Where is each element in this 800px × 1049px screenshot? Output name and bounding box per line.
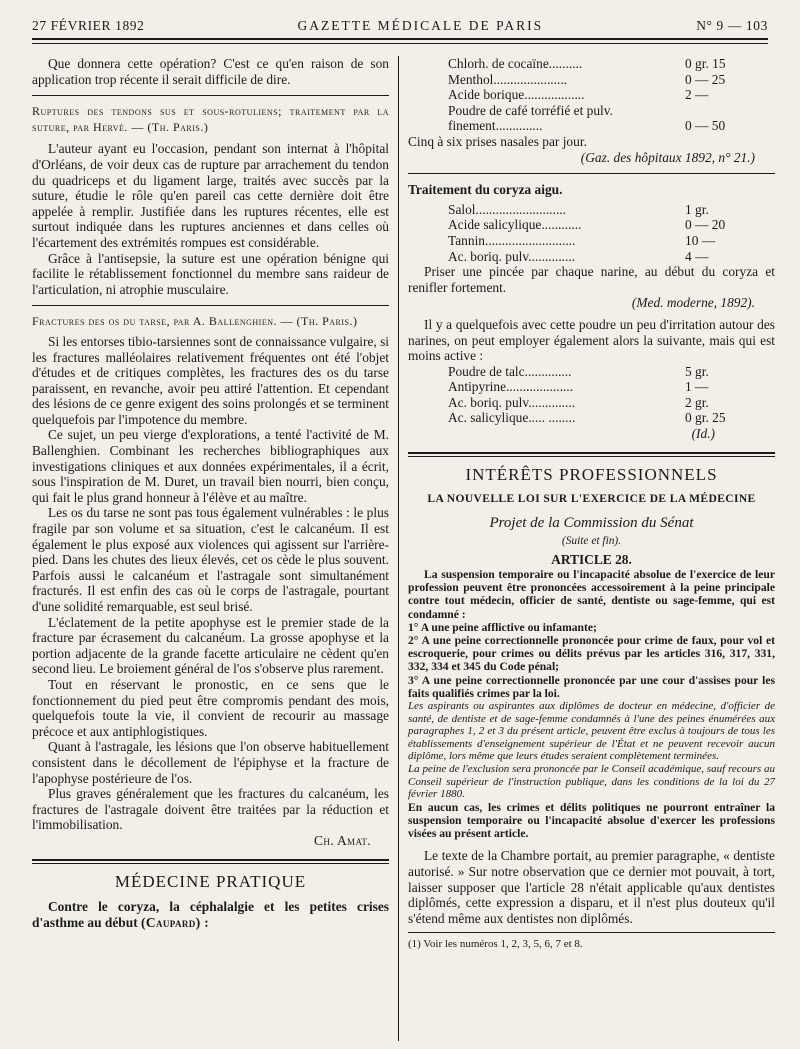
recipe-quantity: 2 — xyxy=(685,87,709,103)
footnote: (1) Voir les numéros 1, 2, 3, 5, 6, 7 et 8. xyxy=(408,938,583,951)
header-issue: N° 9 — 103 xyxy=(696,18,768,33)
law-paragraph: La suspension temporaire ou l'incapacité absolue de l'exercice de leur profession peuvent être prononcées accessoirement à la peine principale contre tout médecin, officier de santé, dentiste ou sage-femme, qui est condamné : xyxy=(408,568,775,621)
article-number: ARTICLE 28. xyxy=(551,552,632,568)
article-heading-fractures xyxy=(32,314,389,330)
recipe-row xyxy=(408,72,775,88)
recipe-source: (Med. moderne, 1892). xyxy=(631,295,755,311)
recipe-quantity: 0 — 25 xyxy=(685,71,726,87)
recipe-quantity: 0 — 20 xyxy=(685,217,726,233)
recipe-row xyxy=(408,87,775,103)
recipe-row xyxy=(408,395,775,411)
paragraph: Grâce à l'antisepsie, la suture est une opération bénigne qui facilite le rétablissement fonctionnel du membre sans raideur de l'articulation, ni atrophie musculaire. xyxy=(32,250,389,297)
recipe-ingredient: Chlorh. de cocaïne.......... xyxy=(448,56,583,71)
section-rule xyxy=(32,859,389,864)
right-column xyxy=(408,56,775,953)
article-author: , par A. Ballenghien. — (Th. Paris.) xyxy=(166,314,358,329)
subsection-heading xyxy=(32,899,389,930)
recipe-ingredient: Acide borique.................. xyxy=(448,87,585,103)
recipe-row xyxy=(408,118,775,134)
separator xyxy=(408,173,775,174)
recipe-row xyxy=(408,103,775,119)
law-paragraph: 3° A une peine correctionnelle prononcée par une cour d'assises pour les faits qualifiés crimes par la loi. xyxy=(408,673,775,700)
recipe-note: Priser une pincée par chaque narine, au début du coryza et renifler fortement. xyxy=(408,264,775,295)
article-title: Ruptures des tendons sus et sous-rotuliens; traitement par la suture xyxy=(32,104,389,134)
recipe-ingredient: Ac. salicylique..... ........ xyxy=(448,410,576,426)
header-title: GAZETTE MÉDICALE DE PARIS xyxy=(297,18,544,33)
header-rule-thick xyxy=(32,38,768,40)
recipe-source: (Gaz. des hôpitaux 1892, n° 21.) xyxy=(580,149,755,165)
recipe-ingredient: Ac. boriq. pulv.............. xyxy=(448,394,576,410)
column-divider xyxy=(398,56,399,1041)
footnote-rule xyxy=(408,932,775,933)
article-title: Fractures des os du tarse xyxy=(32,314,167,329)
recipe-table-2 xyxy=(408,202,775,264)
recipe-quantity: 1 — xyxy=(685,379,709,395)
recipe-row xyxy=(408,233,775,249)
paragraph: Si les entorses tibio-tarsiennes sont de connaissance vulgaire, si les fractures malléolaires relativement fréquentes ont été l'objet d'études et de critiques complètes, les fractures des os du tarse paraissent, en revanche, avoir peu attiré l'attention. Et cependant des lésions de ce genre exigent des soins prolongés et se terminent quelquefois par l'impotence du membre. xyxy=(32,333,390,427)
recipe-row xyxy=(408,202,775,218)
subsection-author: (Caupard) : xyxy=(141,914,210,930)
recipe-quantity: 2 gr. xyxy=(685,394,709,410)
recipe-note: Cinq à six prises nasales par jour. xyxy=(408,133,587,149)
paragraph: L'auteur ayant eu l'occasion, pendant son internat à l'hôpital d'Orléans, de voir deux cas de rupture par arrachement du tendon du quadriceps et du ligament large, traités avec succès par la suture, étudie le rôle qu'en pareil cas cette dernière doit être appelée à remplir. Justifiée dans les ruptures récentes, elle est surtout indiquée dans les ruptures anciennes et dans celles où l'écartement des extrémités rompues est considérable. xyxy=(32,141,389,250)
recipe-quantity: 0 — 50 xyxy=(685,118,726,134)
recipe-quantity: 0 gr. 25 xyxy=(685,410,726,426)
section-rule xyxy=(408,452,775,457)
continuation-note: (Suite et fin). xyxy=(561,535,622,548)
recipe-ingredient: Salol........................... xyxy=(448,201,566,217)
recipe-row xyxy=(408,364,775,380)
recipe-quantity: 5 gr. xyxy=(685,363,709,379)
section-title-interets: INTÉRÊTS PROFESSIONNELS xyxy=(465,464,718,484)
law-paragraph: 1° A une peine afflictive ou infamante; xyxy=(408,620,597,634)
recipe-row xyxy=(408,249,775,265)
project-title: Projet de la Commission du Sénat xyxy=(489,514,694,531)
recipe-row xyxy=(408,217,775,233)
recipe-row xyxy=(408,379,775,395)
recipe-table-1 xyxy=(408,56,775,134)
recipe-source: (Id.) xyxy=(691,426,715,442)
recipe-quantity: 10 — xyxy=(685,232,716,248)
recipe-ingredient: Menthol...................... xyxy=(448,71,568,87)
recipe-quantity: 4 — xyxy=(685,248,709,264)
recipe-ingredient: Poudre de café torréfié et pulv. xyxy=(448,102,613,118)
signature: Ch. Amat. xyxy=(313,832,371,848)
recipe-table-3 xyxy=(408,364,775,426)
recipe-row xyxy=(408,56,775,72)
subsection-title: Contre le coryza, la céphalalgie et les petites crises d'asthme au début xyxy=(32,899,389,930)
section-title-medecine-pratique: MÉDECINE PRATIQUE xyxy=(114,871,307,891)
paragraph: Tout en réservant le pronostic, en ce sens que le fonctionnement du pied peut être compromis pendant des mois, quelquefois toute la vie, il convient de recourir au massage précoce et aux antiphlogistiques. xyxy=(32,676,389,739)
recipe-ingredient: Antipyrine.................... xyxy=(448,379,573,395)
left-column xyxy=(32,56,389,930)
recipe-ingredient: finement.............. xyxy=(448,118,543,134)
paragraph: Plus graves généralement que les fractures du calcanéum, les fractures de l'astragale doivent être traitées par la réduction et l'immobilisation. xyxy=(32,786,389,833)
separator xyxy=(32,95,389,96)
law-italic-paragraph: La peine de l'exclusion sera prononcée par le Conseil académique, sauf recours au Conseil supérieur de l'instruction publique, dans les conditions de la loi du 27 février 1880. xyxy=(408,763,775,801)
law-paragraph: 2° A une peine correctionnelle prononcée pour crime de faux, pour vol et escroquerie, pour crimes ou délits prévus par les articles 316, 317, 331, 332, 334 et 345 du Code pénal; xyxy=(408,634,775,674)
recipe-intro: Il y a quelquefois avec cette poudre un peu d'irritation autour des narines, on peut employer également alors la suivante, mais qui est moins active : xyxy=(408,316,775,364)
paragraph: L'éclatement de la petite apophyse est le premier stade de la fracture par écrasement du calcanéum. La grosse apophyse et la portion adjacente de la grande facette articulaire ne cèdent qu'en second lieu. Le broiement général de l'os s'observe plus rarement. xyxy=(32,614,389,677)
page-header xyxy=(32,16,768,36)
law-paragraph: En aucun cas, les crimes et délits politiques ne pourront entraîner la suspension temporaire ou l'incapacité absolue d'exercer les professions visées au présent article. xyxy=(408,800,775,841)
recipe-ingredient: Tannin........................... xyxy=(448,232,576,248)
recipe-ingredient: Acide salicylique............ xyxy=(448,217,582,233)
paragraph: Ce sujet, un peu vierge d'explorations, a tenté l'activité de M. Ballenghien. Combinant les recherches bibliographiques aux investigations cliniques et aux données expérimentales, il a écrit, sous l'inspiration de M. Duret, un travail bien nourri, bien conçu, qui fait le plus grand honneur à l'élève et au maître. xyxy=(32,427,389,505)
law-heading: LA NOUVELLE LOI SUR L'EXERCICE DE LA MÉDECINE xyxy=(427,493,756,506)
article-heading-ruptures xyxy=(32,104,389,135)
recipe-quantity: 1 gr. xyxy=(685,201,709,217)
separator xyxy=(32,305,389,306)
recipe-quantity: 0 gr. 15 xyxy=(685,56,726,71)
recipe-row xyxy=(408,410,775,426)
article-author: , par Hervé. — (Th. Paris.) xyxy=(66,119,209,134)
commentary-paragraph: Le texte de la Chambre portait, au premier paragraphe, « dentiste autorisé. » Sur notre observation que ce dernier mot pouvait, à tort, laisser supposer que l'article 28 n'était applicable qu'aux dentistes diplômés, cette expression a disparu, et il n'est plus douteux qu'il s'étend même aux dentistes non diplômés. xyxy=(408,848,775,926)
recipe-heading: Traitement du coryza aigu. xyxy=(408,182,563,198)
header-rule-thin xyxy=(32,43,768,44)
recipe-quantity xyxy=(685,103,775,119)
intro-paragraph: Que donnera cette opération? C'est ce qu'en raison de son application trop récente il serait difficile de dire. xyxy=(32,56,389,87)
recipe-ingredient: Poudre de talc.............. xyxy=(448,363,572,379)
header-date: 27 FÉVRIER 1892 xyxy=(32,18,145,33)
paragraph: Les os du tarse ne sont pas tous également vulnérables : le plus fragile par son volume et sa situation, c'est le calcanéum. Il est également le plus exposé aux violences qui agissent sur l'arrière-pied. Dans les chutes des lieux élevés, cet os cède le plus souvent. Parfois aussi le calcanéum et l'astragale sont simultanément fracturés. Il est enfin des cas où le corps de l'astragale, pourtant d'une solidité remarquable, est seul brisé. xyxy=(32,505,389,614)
law-italic-paragraph: Les aspirants ou aspirantes aux diplômes de docteur en médecine, d'officier de santé, de dentiste et de sage-femme condamnés à l'une des peines énumérées aux paragraphes 1, 2 et 3 du présent article, peuvent être exclus à toujours de tous les établissements d'enseignement supérieur de l'État et ne peuvent recevoir aucun diplôme, lors même que leurs études seraient complètement terminées. xyxy=(408,700,775,763)
paragraph: Quant à l'astragale, les lésions que l'on observe habituellement consistent dans le décollement de l'épiphyse et la fracture de l'apophyse postérieure de l'os. xyxy=(32,739,389,786)
recipe-ingredient: Ac. boriq. pulv.............. xyxy=(448,248,576,264)
